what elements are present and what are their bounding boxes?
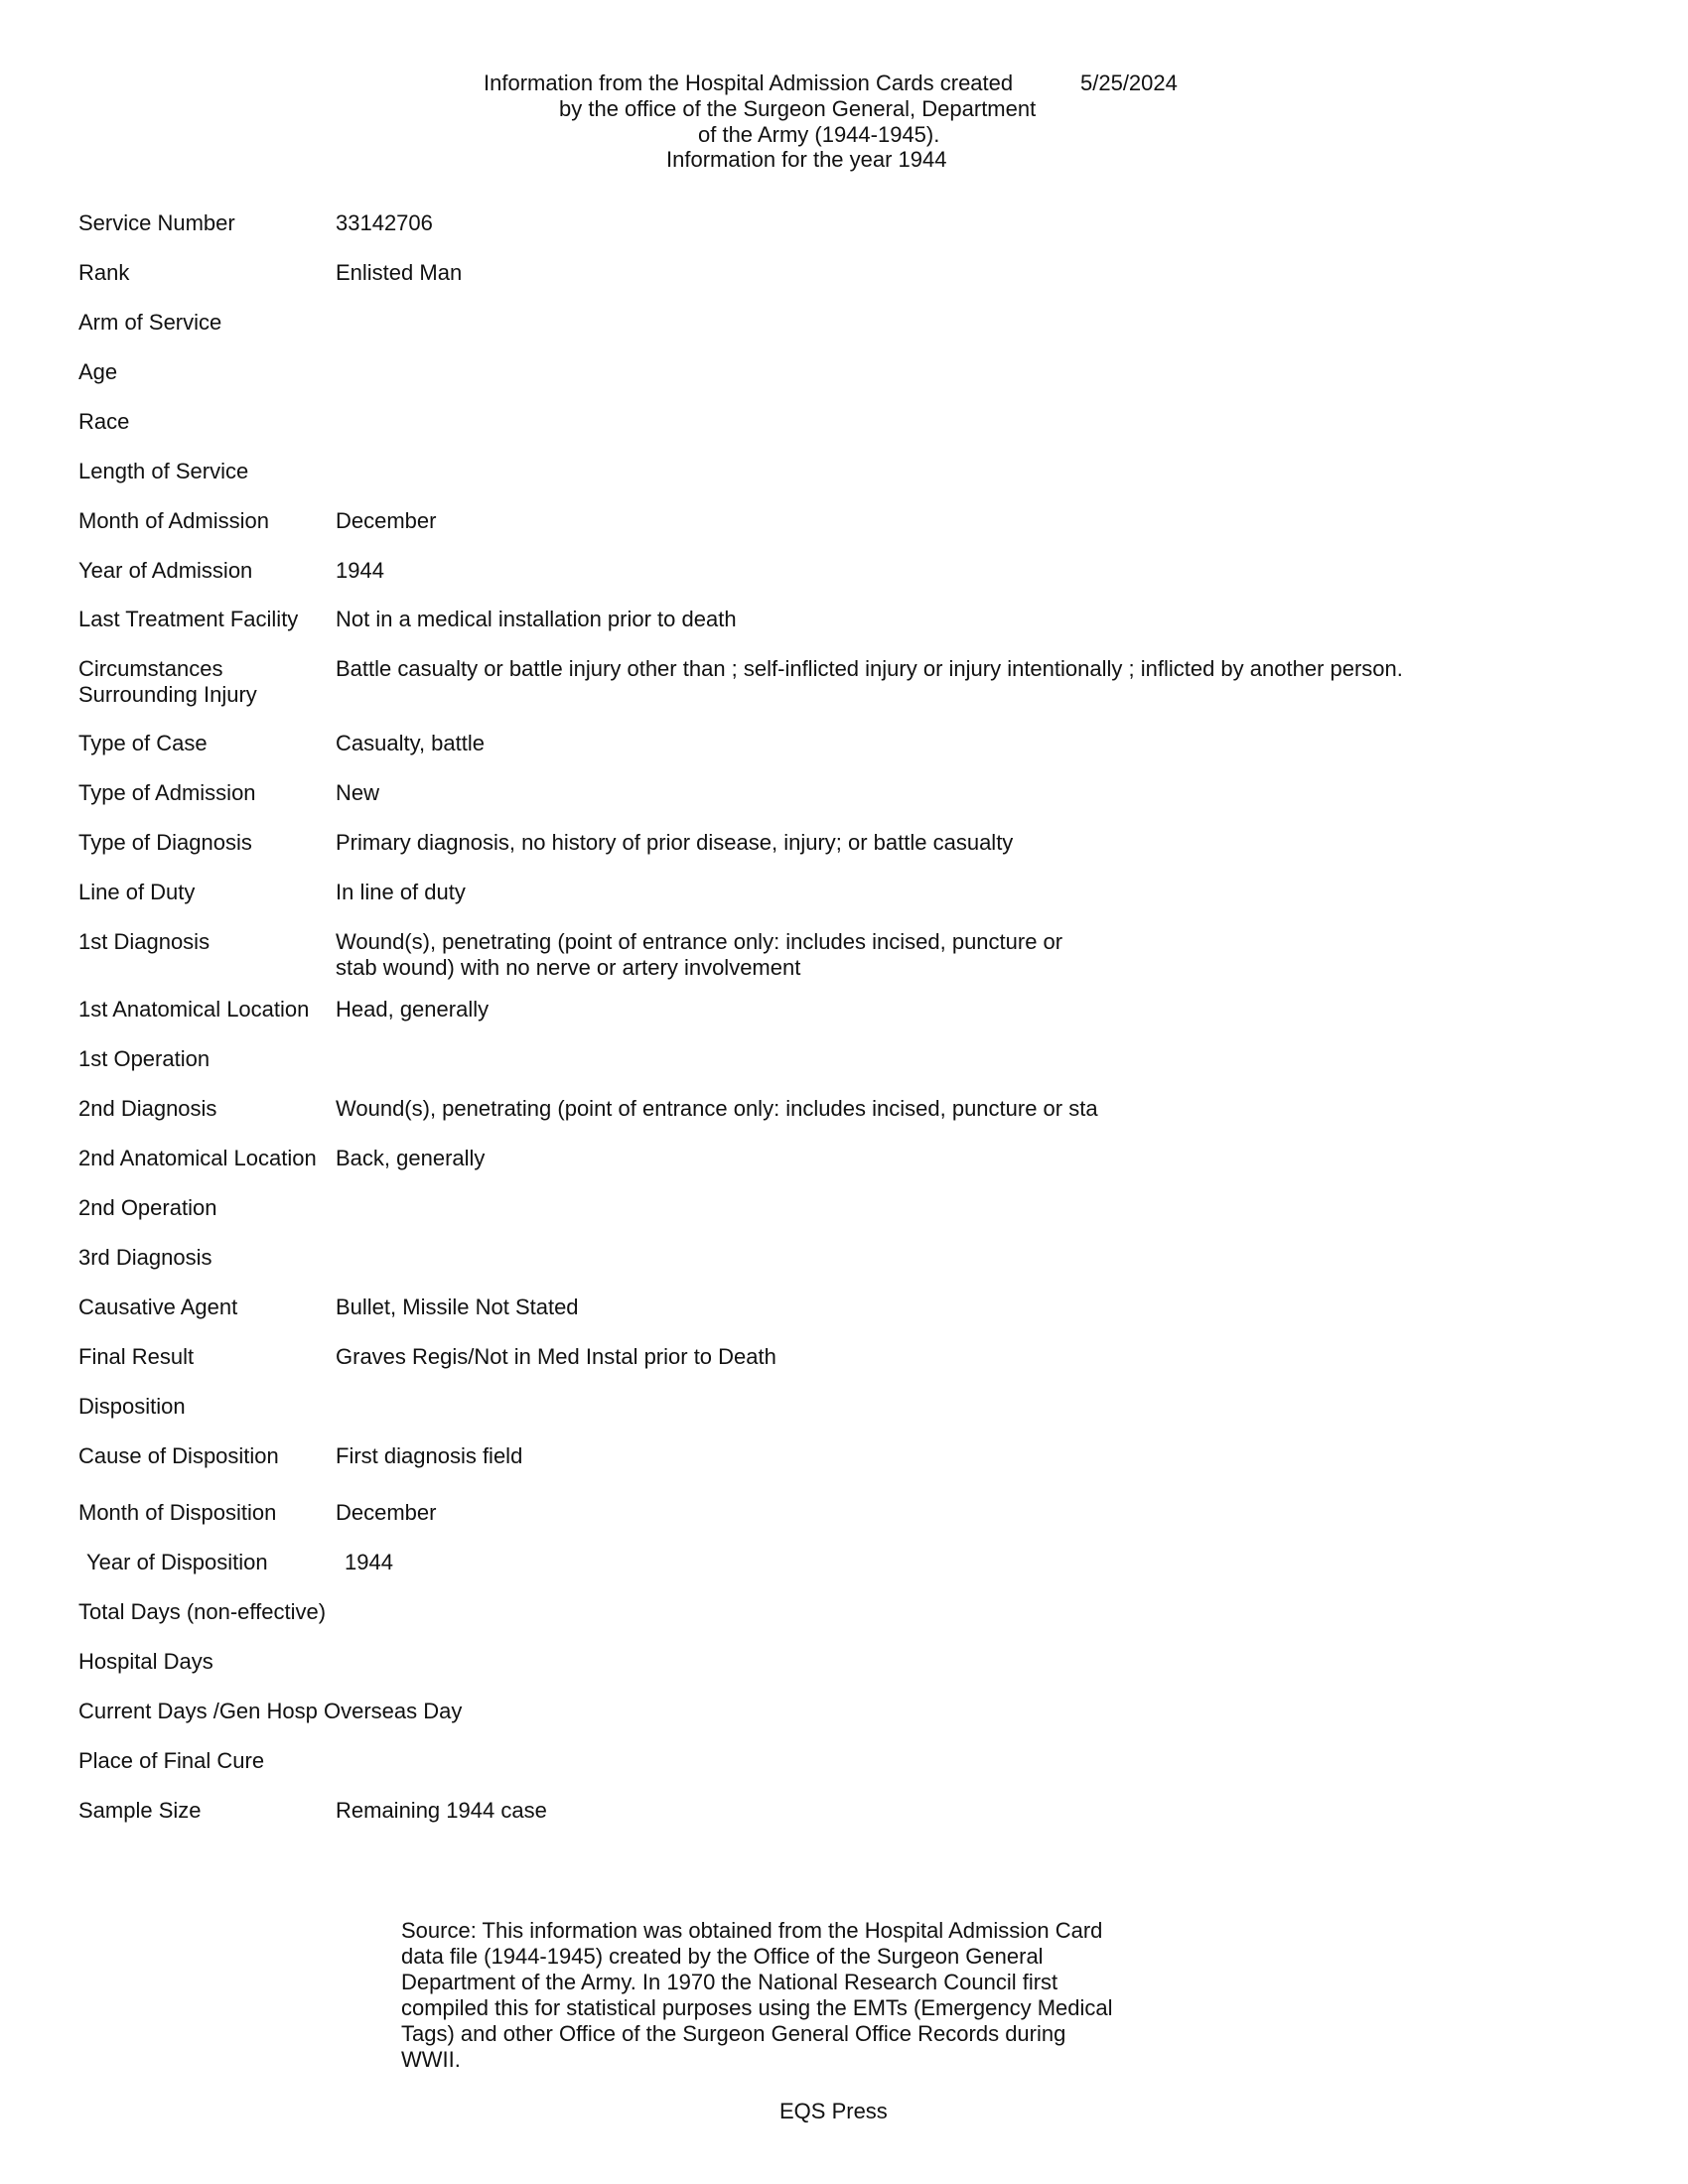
line-of-duty-label: Line of Duty: [78, 880, 196, 904]
race-label: Race: [78, 409, 130, 434]
first-diagnosis-label: 1st Diagnosis: [78, 929, 211, 954]
type-of-diagnosis-label: Type of Diagnosis: [78, 830, 252, 855]
source-note-line1: Source: This information was obtained from the Hospital Admission Card: [401, 1918, 1103, 1943]
rank-label: Rank: [78, 260, 130, 285]
line-of-duty-value: In line of duty: [336, 880, 466, 904]
source-note-line4: compiled this for statistical purposes using the EMTs (Emergency Medical: [401, 1995, 1113, 2020]
source-note-line3: Department of the Army. In 1970 the National Research Council first: [401, 1970, 1058, 1994]
report-date: 5/25/2024: [1080, 70, 1178, 95]
circumstances-label-line2: Surrounding Injury: [78, 682, 257, 707]
source-note-line5: Tags) and other Office of the Surgeon General Office Records during: [401, 2021, 1066, 2046]
first-anatomical-location-label: 1st Anatomical Location: [78, 997, 310, 1022]
place-of-final-cure-label: Place of Final Cure: [78, 1748, 265, 1773]
second-anatomical-location-value: Back, generally: [336, 1146, 486, 1170]
final-result-value: Graves Regis/Not in Med Instal prior to Death: [336, 1344, 776, 1369]
age-label: Age: [78, 359, 118, 384]
second-operation-label: 2nd Operation: [78, 1195, 217, 1220]
first-diagnosis-value-line1: Wound(s), penetrating (point of entrance only: includes incised, puncture or: [336, 929, 1063, 954]
second-diagnosis-label: 2nd Diagnosis: [78, 1096, 217, 1121]
first-anatomical-location-value: Head, generally: [336, 997, 490, 1022]
causative-agent-label: Causative Agent: [78, 1295, 238, 1319]
arm-of-service-label: Arm of Service: [78, 310, 222, 335]
source-note-line6: WWII.: [401, 2047, 461, 2072]
second-anatomical-location-label: 2nd Anatomical Location: [78, 1146, 317, 1170]
month-of-disposition-label: Month of Disposition: [78, 1500, 277, 1525]
third-diagnosis-label: 3rd Diagnosis: [78, 1245, 212, 1270]
last-treatment-facility-value: Not in a medical installation prior to death: [336, 607, 737, 631]
type-of-admission-label: Type of Admission: [78, 780, 256, 805]
month-of-admission-label: Month of Admission: [78, 508, 269, 533]
circumstances-value: Battle casualty or battle injury other than ; self-inflicted injury or injury intentionally ; inflicted by another person.: [336, 656, 1403, 681]
second-diagnosis-value: Wound(s), penetrating (point of entrance only: includes incised, puncture or sta: [336, 1096, 1098, 1121]
month-of-disposition-value: December: [336, 1500, 437, 1525]
last-treatment-facility-label: Last Treatment Facility: [78, 607, 299, 631]
year-of-admission-value: 1944: [336, 558, 384, 583]
year-of-admission-label: Year of Admission: [78, 558, 253, 583]
header-year-line: Information for the year 1944: [666, 147, 947, 172]
sample-size-label: Sample Size: [78, 1798, 202, 1823]
causative-agent-value: Bullet, Missile Not Stated: [336, 1295, 579, 1319]
type-of-case-label: Type of Case: [78, 731, 208, 755]
service-number-label: Service Number: [78, 210, 235, 235]
type-of-diagnosis-value: Primary diagnosis, no history of prior disease, injury; or battle casualty: [336, 830, 1014, 855]
first-operation-label: 1st Operation: [78, 1046, 211, 1071]
header-title-line1: Information from the Hospital Admission Cards created: [484, 70, 1014, 95]
rank-value: Enlisted Man: [336, 260, 463, 285]
service-number-value: 33142706: [336, 210, 433, 235]
header-title-line3: of the Army (1944-1945).: [698, 122, 940, 147]
month-of-admission-value: December: [336, 508, 437, 533]
type-of-admission-value: New: [336, 780, 380, 805]
final-result-label: Final Result: [78, 1344, 195, 1369]
cause-of-disposition-label: Cause of Disposition: [78, 1443, 279, 1468]
first-diagnosis-value-line2: stab wound) with no nerve or artery involvement: [336, 955, 801, 980]
publisher-footer: EQS Press: [779, 2099, 888, 2123]
type-of-case-value: Casualty, battle: [336, 731, 486, 755]
sample-size-value: Remaining 1944 case: [336, 1798, 547, 1823]
total-days-label: Total Days (non-effective): [78, 1599, 327, 1624]
length-of-service-label: Length of Service: [78, 459, 249, 483]
year-of-disposition-value: 1944: [345, 1550, 393, 1574]
disposition-label: Disposition: [78, 1394, 186, 1419]
current-days-label: Current Days /Gen Hosp Overseas Day: [78, 1699, 463, 1723]
cause-of-disposition-value: First diagnosis field: [336, 1443, 523, 1468]
header-title-line2: by the office of the Surgeon General, Department: [559, 96, 1037, 121]
circumstances-label-line1: Circumstances: [78, 656, 223, 681]
year-of-disposition-label: Year of Disposition: [86, 1550, 268, 1574]
source-note-line2: data file (1944-1945) created by the Office of the Surgeon General: [401, 1944, 1044, 1969]
hospital-days-label: Hospital Days: [78, 1649, 213, 1674]
